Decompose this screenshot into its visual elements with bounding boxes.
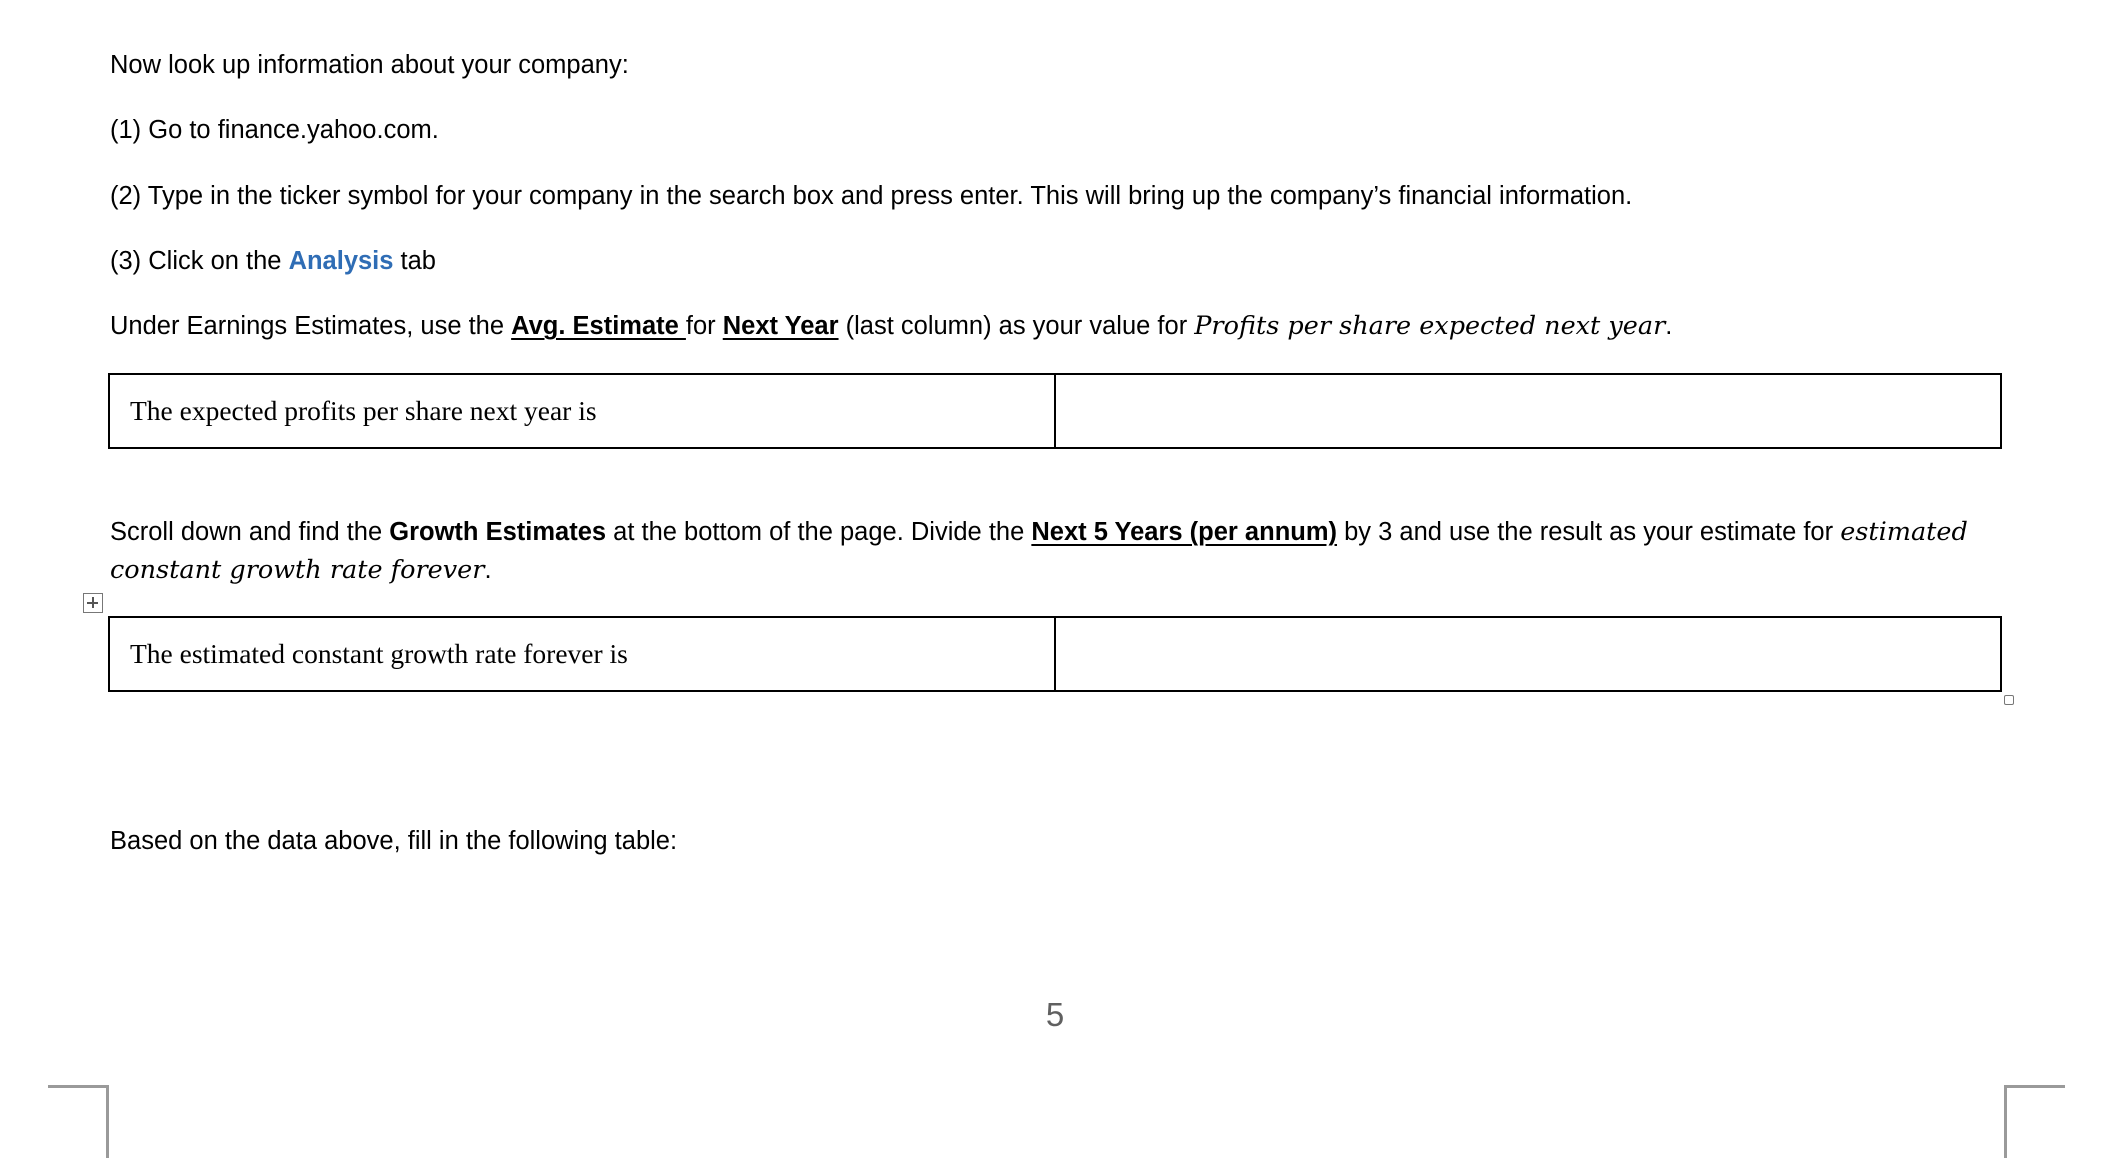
earnings-end: . bbox=[1665, 312, 1673, 340]
growth-prefix: Scroll down and find the bbox=[110, 518, 390, 546]
next-year-term: Next Year bbox=[722, 312, 839, 340]
intro-text: Now look up information about your company: bbox=[110, 51, 629, 79]
table-move-handle-icon[interactable] bbox=[83, 593, 103, 613]
growth-instruction bbox=[110, 513, 2010, 589]
profits-answer-table bbox=[108, 373, 2002, 449]
profits-value-cell[interactable] bbox=[1055, 374, 2001, 448]
next-5-years-term: Next 5 Years (per annum) bbox=[1031, 518, 1338, 546]
step-1-text: (1) Go to finance.yahoo.com. bbox=[110, 116, 439, 144]
growth-label-cell: The estimated constant growth rate forever is bbox=[109, 617, 1055, 691]
profits-per-share-math: Profits per share expected next year bbox=[1194, 311, 1666, 341]
step-3-prefix: (3) Click on the bbox=[110, 247, 289, 275]
profits-label-cell: The expected profits per share next year is bbox=[109, 374, 1055, 448]
earnings-instruction bbox=[110, 307, 1672, 345]
page-corner-mark-right bbox=[2004, 1085, 2065, 1158]
growth-rate-math: estimated constant growth rate forever bbox=[110, 517, 1968, 585]
analysis-link[interactable]: Analysis bbox=[288, 247, 394, 275]
growth-answer-table bbox=[108, 616, 2002, 692]
growth-estimates-term: Growth Estimates bbox=[389, 518, 607, 546]
table-resize-handle-icon[interactable] bbox=[2004, 695, 2014, 705]
earnings-after: (last column) as your value for bbox=[838, 312, 1195, 340]
earnings-prefix: Under Earnings Estimates, use the bbox=[110, 312, 512, 340]
table-row bbox=[109, 617, 2001, 691]
growth-after: by 3 and use the result as your estimate for bbox=[1337, 518, 1841, 546]
page-number: 5 bbox=[1045, 996, 1065, 1033]
page-corner-mark-left bbox=[48, 1085, 109, 1158]
growth-end: . bbox=[484, 556, 492, 584]
based-on-text: Based on the data above, fill in the following table: bbox=[110, 827, 678, 855]
table-row bbox=[109, 374, 2001, 448]
avg-estimate-term: Avg. Estimate bbox=[511, 312, 686, 340]
growth-value-cell[interactable] bbox=[1055, 617, 2001, 691]
step-2-text: (2) Type in the ticker symbol for your company in the search box and press enter. This will bring up the company’s financial information. bbox=[110, 182, 1633, 210]
growth-mid: at the bottom of the page. Divide the bbox=[606, 518, 1032, 546]
earnings-mid: for bbox=[685, 312, 723, 340]
step-3-text bbox=[110, 242, 436, 280]
step-3-suffix: tab bbox=[393, 247, 436, 275]
